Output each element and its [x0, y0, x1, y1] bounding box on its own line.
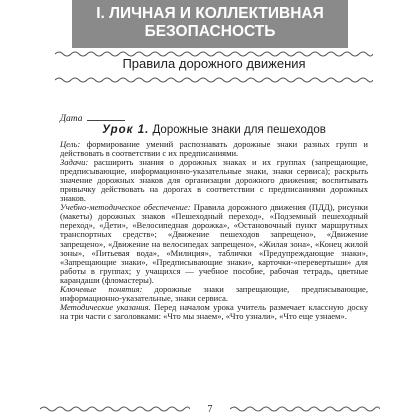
- paragraph-methodology: [60, 303, 368, 321]
- section-title-line1: I. ЛИЧНАЯ И КОЛЛЕКТИВНАЯ: [96, 5, 324, 22]
- paragraph-key-concepts: [60, 285, 368, 303]
- paragraph-goal: [60, 140, 368, 158]
- paragraph-label: Ключевые понятия:: [60, 283, 143, 294]
- date-line: [60, 111, 125, 124]
- paragraph-text: расширить знания о дорожных знаках и их группах (запрещающие, предписывающие, информационно-указательные знаки, знаки сервиса); раскрыть значение дорожных знаков для организации дорожного движения; воспитывать привычку действовать на дорогах в соответствии с предписаниями дорожных знаков.: [60, 157, 369, 204]
- lesson-heading: [60, 124, 368, 136]
- paragraph-text: дорожные знаки запрещающие, предписывающие, информационно-указательные, знаки сервиса.: [60, 283, 368, 303]
- lesson-body: [60, 140, 368, 321]
- date-blank: [87, 111, 125, 121]
- paragraph-label: Задачи:: [60, 157, 89, 168]
- lesson-number: Урок 1.: [102, 124, 150, 136]
- page-number: 7: [207, 404, 213, 415]
- paragraph-label: Методические указания.: [60, 301, 151, 312]
- paragraph-label: Учебно-методическое обеспечение:: [60, 202, 191, 213]
- paragraph-label: Цель:: [60, 139, 81, 149]
- section-header: [72, 0, 348, 48]
- lesson-title: Дорожные знаки для пешеходов: [152, 124, 326, 136]
- paragraph-text: Правила дорожного движения (ПДД), рисунки (макеты) дорожных знаков «Пешеходный переход», «Подземный пешеходный переход», «Дети», «Велосипедная дорожка», «Остановочный пункт маршрутных транспортных средств»; «Движение пешеходов запрещено», «Движение запрещено», «Движение на велосипедах запрещено», «Жилая зона», «Конец жилой зоны», «Питьевая вода», «Милиция», таблички «Предупреждающие знаки», «Запрещающие знаки», «Предписывающие знаки», карточки-«перевертыши» для работы в группах; у учащихся — учебное пособие, рабочая тетрадь, цветные карандаши (фломастеры).: [60, 202, 369, 285]
- paragraph-materials: [60, 203, 368, 284]
- chapter-title: Правила дорожного движения: [122, 56, 306, 71]
- section-title-line2: БЕЗОПАСНОСТЬ: [144, 23, 276, 40]
- paragraph-text: формирование умений распознавать дорожные знаки разных групп и действовать в соответствии с их предписаниями.: [60, 139, 368, 159]
- paragraph-tasks: [60, 158, 368, 203]
- footer-wavy-rule-right: [230, 405, 380, 413]
- paragraph-text: Перед началом урока учитель размечает классную доску на три части с заголовками: «Что мы знаем», «Что узнали», «Что еще узнаем».: [60, 301, 369, 321]
- wavy-rule-bottom: [55, 76, 373, 84]
- date-label: Дата: [60, 114, 83, 124]
